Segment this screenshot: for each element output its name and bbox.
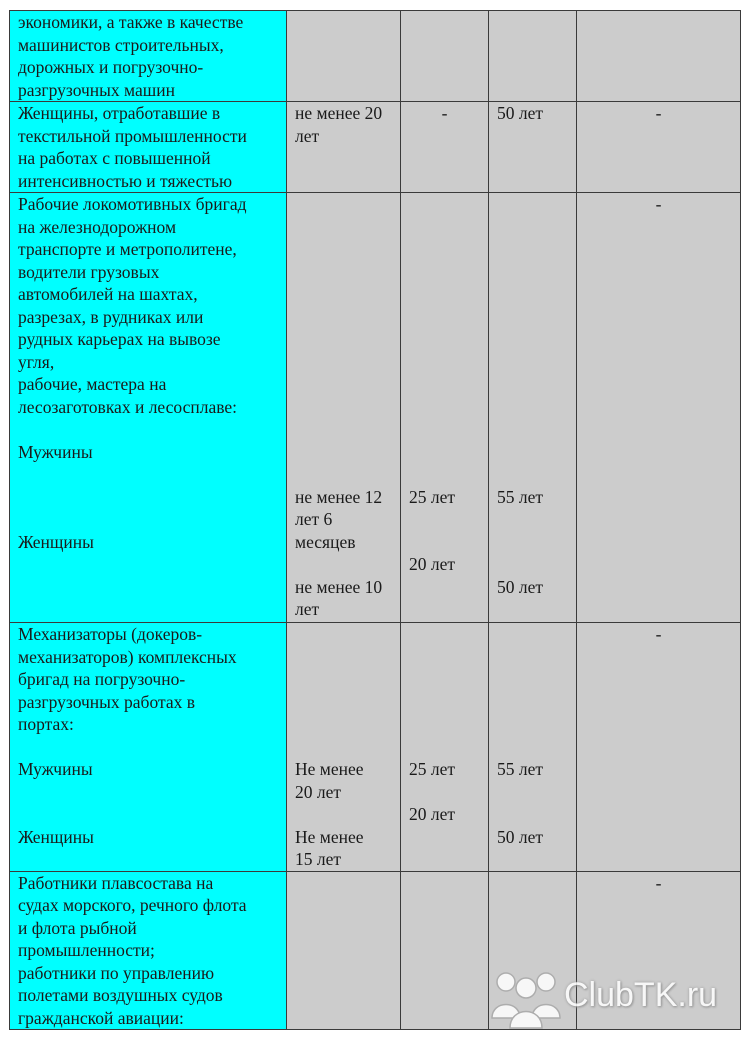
category-text: портах: xyxy=(18,714,74,734)
category-cell xyxy=(10,11,287,102)
category-text: промышленности; xyxy=(18,940,155,960)
category-text: разгрузочных работах в xyxy=(18,691,195,712)
note-text: - xyxy=(655,194,662,214)
experience-text: 20 лет xyxy=(295,781,342,802)
age-text: 50 лет xyxy=(497,576,544,597)
experience-text: не менее 10 xyxy=(295,576,383,597)
category-text: угля, xyxy=(18,351,55,372)
category-text: автомобилей на шахтах, xyxy=(18,284,198,304)
category-text: транспорте и метрополитене, xyxy=(18,239,237,259)
note-cell xyxy=(577,871,741,1030)
note-text: - xyxy=(655,872,662,893)
table-row xyxy=(10,102,741,193)
age-cell xyxy=(489,871,577,1030)
category-text: лесозаготовках и лесосплаве: xyxy=(18,396,238,417)
category-text: полетами воздушных судов xyxy=(18,985,223,1005)
watermark-text: ClubTK.ru xyxy=(564,976,718,1014)
category-text: и флота рыбной xyxy=(18,917,137,938)
category-text: разгрузочных машин xyxy=(18,79,175,100)
special-experience-cell xyxy=(287,623,401,872)
total-experience-text: 20 лет xyxy=(409,804,456,824)
category-text: Механизаторы (докеров- xyxy=(18,624,203,644)
category-text: судах морского, речного флота xyxy=(18,895,247,915)
category-text: на работах с повышенной xyxy=(18,148,211,168)
category-text: бригад на погрузочно- xyxy=(18,669,186,689)
table-row xyxy=(10,11,741,102)
category-text: Рабочие локомотивных бригад xyxy=(18,194,247,214)
table-row xyxy=(10,623,741,872)
category-text: на железнодорожном xyxy=(18,216,177,237)
table-row xyxy=(10,193,741,623)
experience-text: не менее 12 xyxy=(295,486,383,507)
category-text: интенсивностью и тяжестью xyxy=(18,170,233,191)
age-text: 55 лет xyxy=(497,486,544,507)
category-cell xyxy=(10,623,287,872)
experience-text: лет 6 xyxy=(295,509,333,529)
note-cell xyxy=(577,11,741,102)
note-cell xyxy=(577,193,741,623)
experience-text: Не менее xyxy=(295,759,364,779)
age-cell xyxy=(489,102,577,193)
table-row xyxy=(10,871,741,1030)
total-experience-cell xyxy=(401,193,489,623)
category-text: рудных карьерах на вывозе xyxy=(18,329,221,349)
age-cell xyxy=(489,193,577,623)
note-text: - xyxy=(655,624,662,644)
note-text: - xyxy=(655,103,662,123)
note-cell xyxy=(577,623,741,872)
men-label: Мужчины xyxy=(18,759,93,779)
category-text: работники по управлению xyxy=(18,962,215,983)
special-experience-cell xyxy=(287,193,401,623)
category-text: экономики, а также в качестве xyxy=(18,12,244,32)
category-cell xyxy=(10,102,287,193)
category-cell xyxy=(10,871,287,1030)
age-text: 50 лет xyxy=(497,826,544,847)
age-text: 50 лет xyxy=(497,103,544,123)
category-text: Работники плавсостава на xyxy=(18,872,214,893)
pension-conditions-table xyxy=(9,10,741,1030)
special-experience-cell xyxy=(287,102,401,193)
category-text: рабочие, мастера на xyxy=(18,374,167,394)
total-experience-text: 25 лет xyxy=(409,486,456,507)
note-cell xyxy=(577,102,741,193)
total-experience-cell xyxy=(401,871,489,1030)
experience-text: месяцев xyxy=(295,531,356,552)
category-text: водители грузовых xyxy=(18,261,160,282)
age-text: 55 лет xyxy=(497,759,544,779)
total-experience-text: 25 лет xyxy=(409,759,456,779)
total-experience-cell xyxy=(401,623,489,872)
experience-text: не менее 20 xyxy=(295,103,383,123)
total-experience-text: 20 лет xyxy=(409,554,456,574)
category-text: разрезах, в рудниках или xyxy=(18,306,204,327)
special-experience-cell xyxy=(287,11,401,102)
special-experience-cell xyxy=(287,871,401,1030)
experience-text: лет xyxy=(295,599,320,619)
experience-text: Не менее xyxy=(295,826,364,847)
category-text: дорожных и погрузочно- xyxy=(18,57,204,77)
men-label: Мужчины xyxy=(18,441,93,462)
category-cell xyxy=(10,193,287,623)
age-cell xyxy=(489,11,577,102)
category-text: машинистов строительных, xyxy=(18,34,224,55)
category-text: Женщины, отработавшие в xyxy=(18,103,221,123)
experience-text: лет xyxy=(295,125,320,146)
experience-text: 15 лет xyxy=(295,849,342,869)
category-text: текстильной промышленности xyxy=(18,125,247,146)
total-experience-text: - xyxy=(441,103,448,123)
category-text: гражданской авиации: xyxy=(18,1007,184,1028)
women-label: Женщины xyxy=(18,826,94,847)
total-experience-cell xyxy=(401,11,489,102)
women-label: Женщины xyxy=(18,531,94,552)
category-text: механизаторов) комплексных xyxy=(18,646,237,667)
total-experience-cell xyxy=(401,102,489,193)
age-cell xyxy=(489,623,577,872)
